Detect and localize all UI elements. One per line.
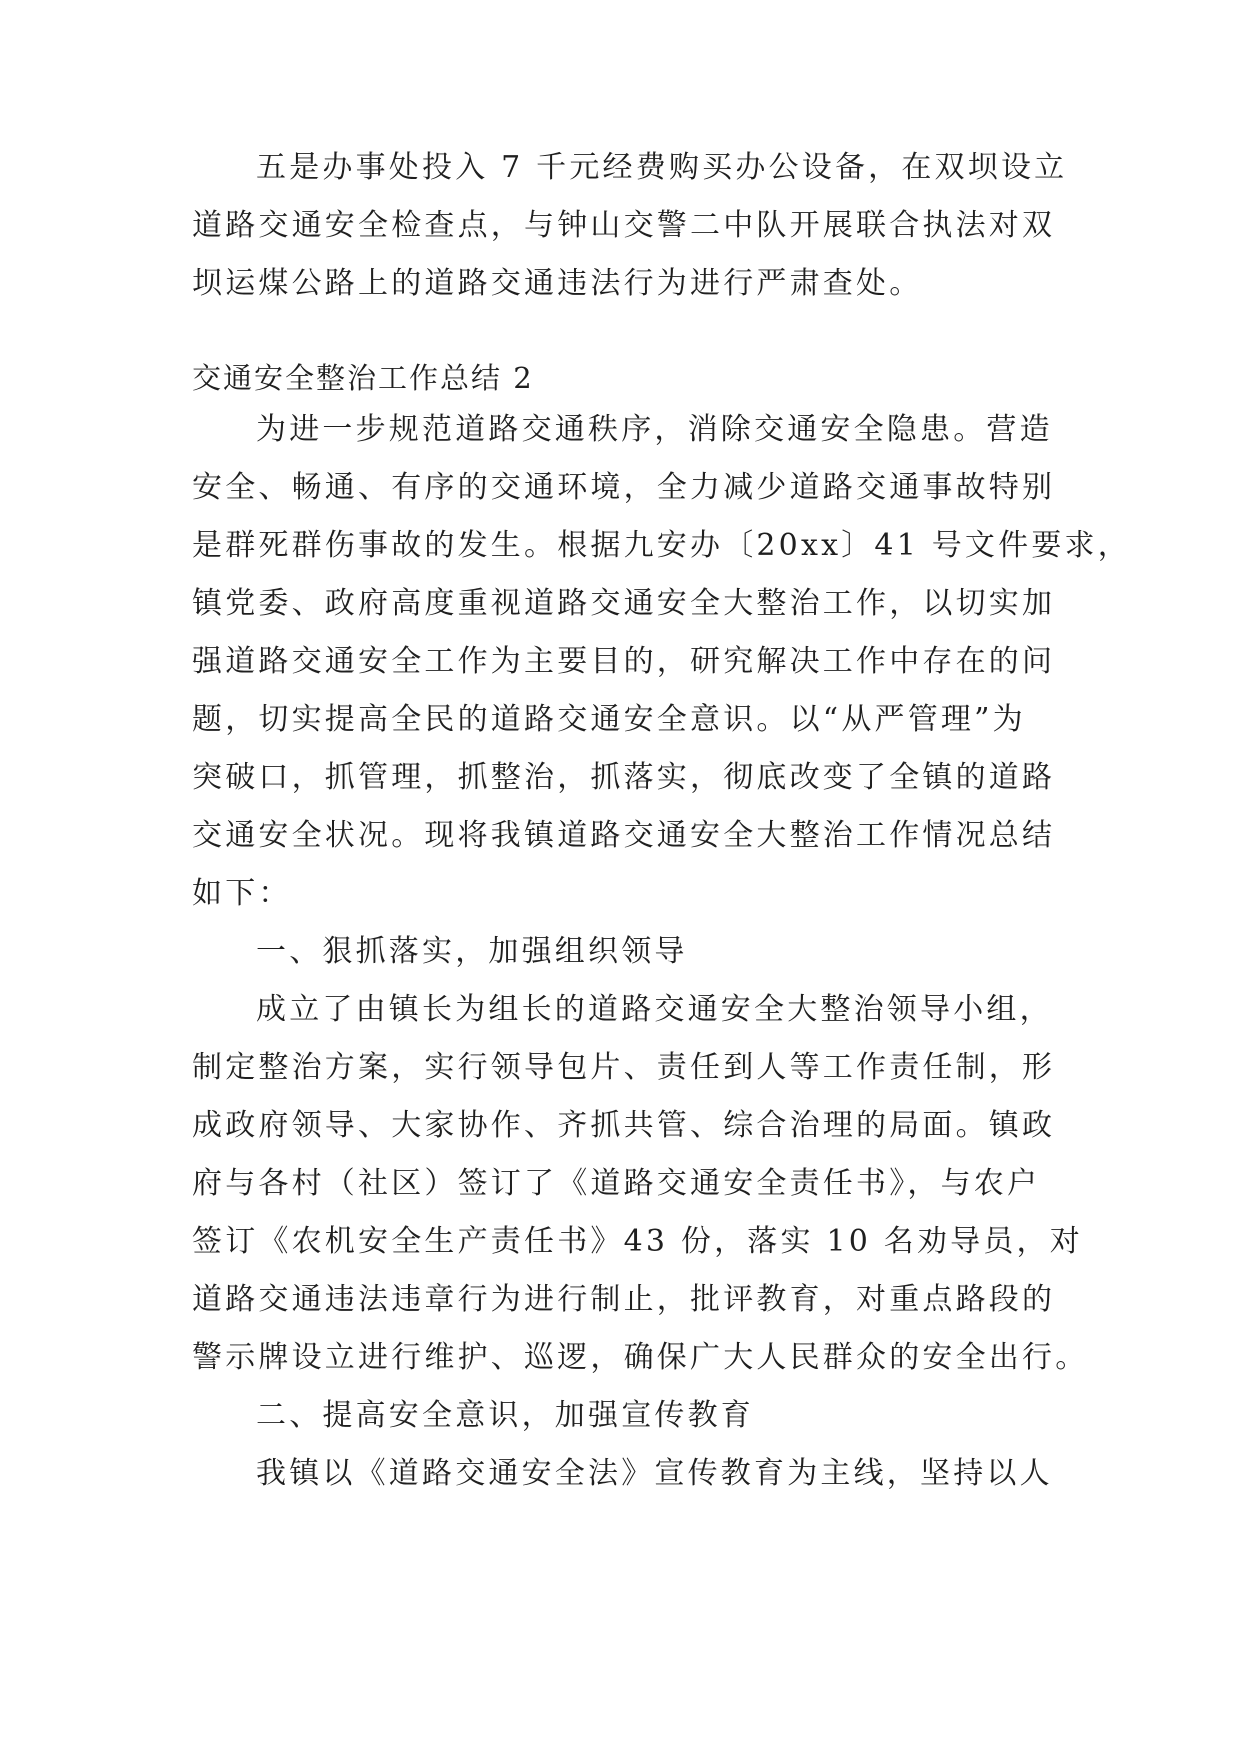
paragraph-line: 交通安全状况。现将我镇道路交通安全大整治工作情况总结 <box>192 818 1056 853</box>
paragraph-line: 镇党委、政府高度重视道路交通安全大整治工作，以切实加 <box>192 586 1056 621</box>
paragraph-line: 道路交通安全检查点，与钟山交警二中队开展联合执法对双 <box>192 208 1056 243</box>
paragraph-line: 安全、畅通、有序的交通环境，全力减少道路交通事故特别 <box>192 470 1056 505</box>
paragraph-line: 成立了由镇长为组长的道路交通安全大整治领导小组， <box>256 992 1053 1027</box>
paragraph-line: 为进一步规范道路交通秩序，消除交通安全隐患。营造 <box>256 412 1053 447</box>
paragraph-line: 我镇以《道路交通安全法》宣传教育为主线，坚持以人 <box>256 1456 1053 1491</box>
paragraph-line: 坝运煤公路上的道路交通违法行为进行严肃查处。 <box>192 266 923 301</box>
paragraph-line: 题，切实提高全民的道路交通安全意识。以“从严管理”为 <box>192 702 1026 737</box>
section-heading: 一、狠抓落实，加强组织领导 <box>256 934 688 969</box>
paragraph-line: 道路交通违法违章行为进行制止，批评教育，对重点路段的 <box>192 1282 1056 1317</box>
paragraph-line: 五是办事处投入 7 千元经费购买办公设备，在双坝设立 <box>256 150 1068 185</box>
section-title: 交通安全整治工作总结 2 <box>192 361 534 395</box>
paragraph-line: 成政府领导、大家协作、齐抓共管、综合治理的局面。镇政 <box>192 1108 1056 1143</box>
paragraph-line: 是群死群伤事故的发生。根据九安办〔20xx〕41 号文件要求， <box>192 528 1131 563</box>
paragraph-line: 制定整治方案，实行领导包片、责任到人等工作责任制，形 <box>192 1050 1056 1085</box>
section-heading: 二、提高安全意识，加强宣传教育 <box>256 1398 754 1433</box>
paragraph-line: 突破口，抓管理，抓整治，抓落实，彻底改变了全镇的道路 <box>192 760 1056 795</box>
paragraph-line: 府与各村（社区）签订了《道路交通安全责任书》，与农户 <box>192 1166 1041 1201</box>
paragraph-line: 强道路交通安全工作为主要目的，研究解决工作中存在的问 <box>192 644 1056 679</box>
paragraph-line: 如下： <box>192 876 292 911</box>
paragraph-line: 警示牌设立进行维护、巡逻，确保广大人民群众的安全出行。 <box>192 1340 1089 1375</box>
paragraph-line: 签订《农机安全生产责任书》43 份，落实 10 名劝导员，对 <box>192 1224 1083 1259</box>
